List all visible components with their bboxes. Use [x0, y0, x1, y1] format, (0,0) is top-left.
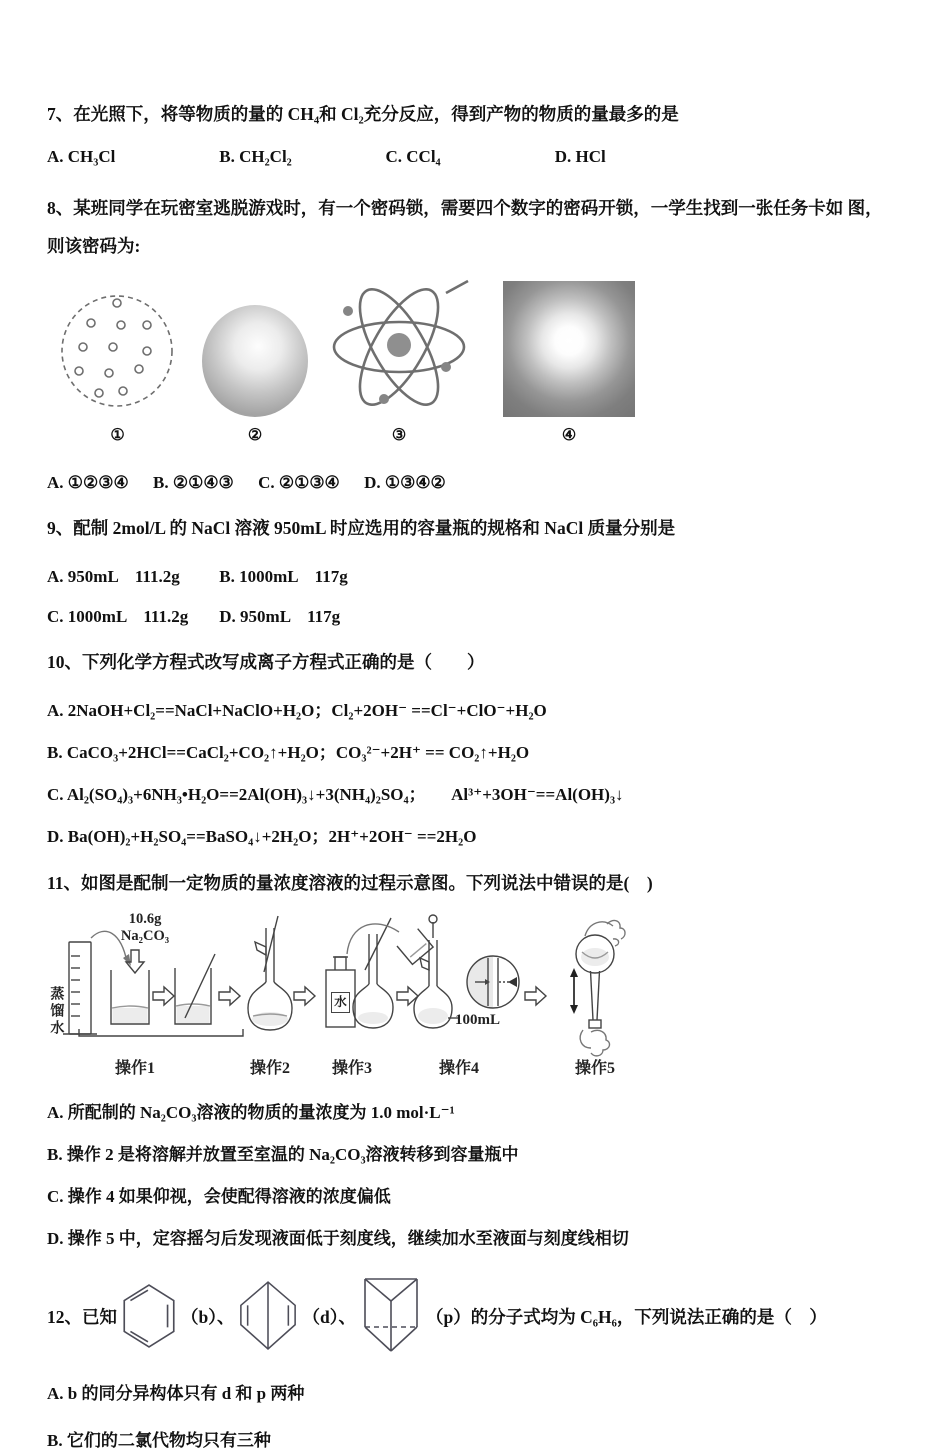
volumetric-flask-icon	[248, 916, 292, 1030]
figure-1-label: ①	[110, 427, 125, 444]
question-9	[47, 509, 892, 627]
option-c: C. ②①③④	[258, 473, 340, 492]
option-d: D. Ba(OH)₂+H₂SO₄==BaSO₄↓+2H₂O；2H⁺+2OH⁻ ==2H₂O	[47, 827, 477, 846]
benzene-structure-icon	[120, 1283, 178, 1349]
question-11-stem: 11、如图是配制一定物质的量浓度溶液的过程示意图。下列说法中错误的是( )	[47, 873, 653, 893]
question-8-stem: 8、某班同学在玩密室逃脱游戏时，有一个密码锁，需要四个数字的密码开锁，一学生找到一张任务卡如 图，则该密码为:	[47, 198, 883, 256]
question-8-options	[47, 473, 892, 493]
planetary-orbit-model	[328, 279, 470, 417]
prismane-structure-icon	[359, 1275, 423, 1357]
option-b: B. 它们的二氯代物均只有三种	[47, 1431, 271, 1450]
figure-2-label: ②	[247, 427, 263, 444]
option-a: A. 2NaOH+Cl₂==NaCl+NaClO+H₂O；Cl₂+2OH⁻ ==Cl⁻+ClO⁻+H₂O	[47, 701, 547, 720]
q8-figure-row	[55, 279, 892, 445]
op1-label: 操作1	[114, 1060, 155, 1077]
op1-bracket	[79, 1029, 243, 1036]
b-label: （b）、	[181, 1306, 235, 1327]
option-d: D. 操作 5 中，定容摇匀后发现液面低于刻度线，继续加水至液面与刻度线相切	[47, 1229, 629, 1248]
d-label: （d）、	[302, 1306, 356, 1327]
electron-cloud-model	[503, 281, 635, 417]
beaker-stirring-icon	[175, 954, 215, 1024]
option-a: A. b 的同分异构体只有 d 和 p 两种	[47, 1384, 305, 1403]
mass-label: 10.6g	[128, 911, 162, 927]
op4-label: 操作4	[438, 1060, 479, 1077]
stem-prefix: 12、已知	[47, 1306, 117, 1327]
option-a: A. 所配制的 Na₂CO₃溶液的物质的量浓度为 1.0 mol·L⁻¹	[47, 1103, 455, 1122]
option-a: A. 950mL 111.2g	[47, 567, 180, 586]
figure-3	[328, 279, 470, 445]
option-b: B. CH₂Cl₂	[219, 147, 292, 166]
figure-4-label: ④	[561, 427, 577, 444]
graduated-cylinder-icon	[63, 942, 97, 1034]
option-b: B. 1000mL 117g	[219, 567, 348, 586]
figure-1	[55, 287, 180, 445]
question-7	[47, 95, 892, 167]
option-a: A. CH₃Cl	[47, 147, 116, 166]
option-c: C. 操作 4 如果仰视，会使配得溶液的浓度偏低	[47, 1187, 391, 1206]
question-12	[47, 1275, 892, 1451]
beaker-icon	[111, 970, 149, 1024]
option-b: B. CaCO₃+2HCl==CaCl₂+CO₂↑+H₂O；CO₃²⁻+2H⁺ == CO₂↑+H₂O	[47, 743, 530, 762]
substance-label: Na₂CO₃	[120, 928, 170, 944]
p-suffix: （p）的分子式均为 C₆H₆，下列说法正确的是（ ）	[425, 1306, 827, 1327]
question-7-options	[47, 147, 892, 167]
eye-icon	[508, 977, 517, 987]
figure-3-label: ③	[391, 427, 407, 444]
option-c: C. Al₂(SO₄)₃+6NH₃•H₂O==2Al(OH)₃↓+3(NH₄)₂SO₄； Al³⁺+3OH⁻==Al(OH)₃↓	[47, 785, 624, 804]
question-10	[47, 643, 892, 847]
dotted-circle-electron-model	[55, 287, 180, 417]
option-d: D. HCl	[554, 147, 606, 166]
transfer-flask-icon	[347, 918, 433, 1028]
figure-4	[503, 281, 635, 445]
question-9-options-2	[47, 602, 892, 627]
step-arrow-icon	[153, 987, 174, 1005]
solution-preparation-diagram	[47, 912, 657, 1084]
question-8	[47, 189, 892, 493]
figure-2	[202, 305, 308, 445]
dewar-benzene-structure-icon	[237, 1279, 299, 1353]
option-c: C. CCl₄	[385, 147, 441, 166]
option-b: B. ②①④③	[153, 473, 234, 492]
step-arrow-icon	[294, 987, 315, 1005]
eye-level-magnifier-icon	[467, 956, 519, 1008]
question-12-stem	[47, 1275, 892, 1357]
add-solid-arrow-icon	[126, 950, 144, 973]
option-a: A. ①②③④	[47, 473, 129, 492]
op3-label: 操作3	[331, 1060, 372, 1077]
water-bottle-label: 水	[331, 992, 350, 1013]
distilled-water-label: 蒸馏水	[48, 986, 64, 1037]
solid-sphere-model	[202, 305, 308, 417]
volume-mark-label: 100mL	[455, 1012, 500, 1028]
question-10-stem: 10、下列化学方程式改写成离子方程式正确的是（ ）	[47, 652, 485, 672]
question-9-options-1	[47, 562, 892, 587]
op5-label: 操作5	[574, 1060, 615, 1077]
option-d: D. ①③④②	[364, 473, 446, 492]
option-b: B. 操作 2 是将溶解并放置至室温的 Na₂CO₃溶液转移到容量瓶中	[47, 1145, 519, 1164]
question-9-stem: 9、配制 2mol/L 的 NaCl 溶液 950mL 时应选用的容量瓶的规格和 NaCl 质量分别是	[47, 518, 676, 538]
option-d: D. 950mL 117g	[219, 607, 341, 626]
op2-label: 操作2	[249, 1060, 290, 1077]
option-c: C. 1000mL 111.2g	[47, 607, 189, 626]
step-arrow-icon	[219, 987, 240, 1005]
step-arrow-icon	[525, 987, 546, 1005]
question-11	[47, 864, 892, 1249]
shaking-flask-icon	[570, 921, 625, 1056]
question-7-stem: 7、在光照下，将等物质的量的 CH₄和 Cl₂充分反应，得到产物的物质的量最多的是	[47, 104, 679, 124]
